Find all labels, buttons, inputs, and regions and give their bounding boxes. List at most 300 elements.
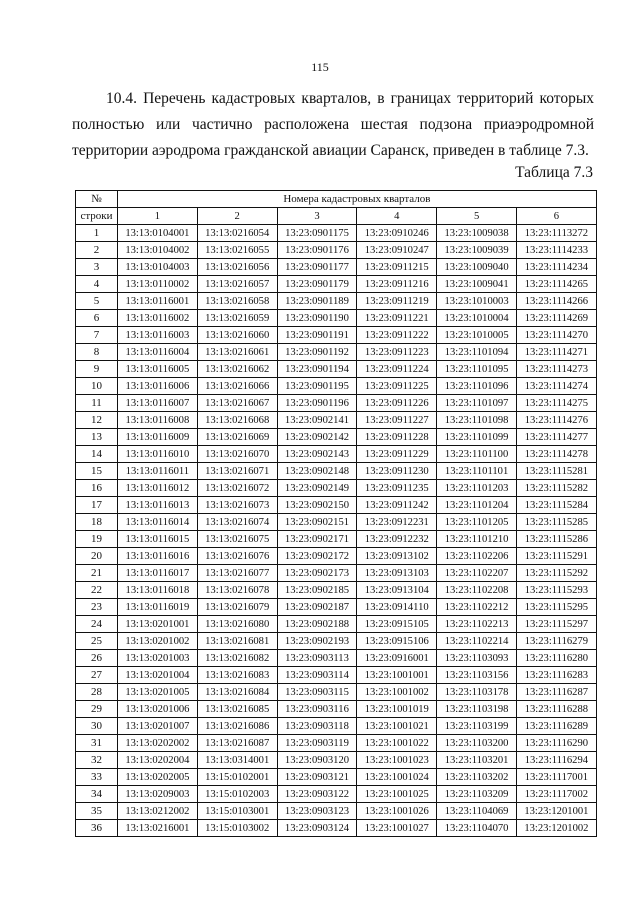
cadastral-number-cell: 13:23:1101097 xyxy=(437,395,517,412)
cadastral-number-cell: 13:23:1103199 xyxy=(437,718,517,735)
cadastral-number-cell: 13:23:0913104 xyxy=(357,582,437,599)
cadastral-number-cell: 13:13:0202004 xyxy=(118,752,198,769)
row-number-cell: 3 xyxy=(76,259,118,276)
cadastral-number-cell: 13:23:1102206 xyxy=(437,548,517,565)
cadastral-number-cell: 13:23:1103200 xyxy=(437,735,517,752)
row-number-cell: 17 xyxy=(76,497,118,514)
cadastral-number-cell: 13:23:0916001 xyxy=(357,650,437,667)
cadastral-number-cell: 13:13:0104002 xyxy=(118,242,198,259)
cadastral-number-cell: 13:23:0914110 xyxy=(357,599,437,616)
cadastral-number-cell: 13:13:0216062 xyxy=(197,361,277,378)
cadastral-number-cell: 13:23:0913102 xyxy=(357,548,437,565)
cadastral-number-cell: 13:23:1009039 xyxy=(437,242,517,259)
cadastral-number-cell: 13:13:0216079 xyxy=(197,599,277,616)
table-row xyxy=(76,531,597,548)
row-number-cell: 34 xyxy=(76,786,118,803)
cadastral-number-cell: 13:23:0903120 xyxy=(277,752,357,769)
cadastral-number-cell: 13:23:1116280 xyxy=(516,650,596,667)
cadastral-number-cell: 13:23:0911228 xyxy=(357,429,437,446)
cadastral-number-cell: 13:23:1001027 xyxy=(357,820,437,837)
table-row xyxy=(76,429,597,446)
table-row xyxy=(76,514,597,531)
cadastral-number-cell: 13:23:1114277 xyxy=(516,429,596,446)
table-row xyxy=(76,327,597,344)
table-column-header-row xyxy=(76,208,597,225)
cadastral-number-cell: 13:23:1114274 xyxy=(516,378,596,395)
cadastral-number-cell: 13:23:0901176 xyxy=(277,242,357,259)
cadastral-number-cell: 13:13:0216083 xyxy=(197,667,277,684)
cadastral-number-cell: 13:23:1117002 xyxy=(516,786,596,803)
row-number-cell: 26 xyxy=(76,650,118,667)
cadastral-number-cell: 13:23:0901192 xyxy=(277,344,357,361)
cadastral-number-cell: 13:13:0216086 xyxy=(197,718,277,735)
cadastral-number-cell: 13:13:0216068 xyxy=(197,412,277,429)
cadastral-number-cell: 13:23:1001024 xyxy=(357,769,437,786)
cadastral-number-cell: 13:23:0911215 xyxy=(357,259,437,276)
cadastral-number-cell: 13:23:1113272 xyxy=(516,225,596,242)
cadastral-number-cell: 13:23:1101205 xyxy=(437,514,517,531)
table-row xyxy=(76,395,597,412)
cadastral-number-cell: 13:23:0911222 xyxy=(357,327,437,344)
cadastral-number-cell: 13:13:0216056 xyxy=(197,259,277,276)
cadastral-number-cell: 13:23:1101099 xyxy=(437,429,517,446)
cadastral-number-cell: 13:13:0202002 xyxy=(118,735,198,752)
table-row xyxy=(76,769,597,786)
table-row xyxy=(76,412,597,429)
cadastral-number-cell: 13:13:0216001 xyxy=(118,820,198,837)
cadastral-number-cell: 13:23:1103156 xyxy=(437,667,517,684)
cadastral-number-cell: 13:13:0216066 xyxy=(197,378,277,395)
row-number-cell: 23 xyxy=(76,599,118,616)
cadastral-number-cell: 13:13:0216073 xyxy=(197,497,277,514)
cadastral-number-cell: 13:23:0911242 xyxy=(357,497,437,514)
cadastral-number-cell: 13:23:0911226 xyxy=(357,395,437,412)
cadastral-number-cell: 13:23:0911235 xyxy=(357,480,437,497)
cadastral-number-cell: 13:23:1101210 xyxy=(437,531,517,548)
cadastral-number-cell: 13:13:0201002 xyxy=(118,633,198,650)
table-row xyxy=(76,752,597,769)
row-number-cell: 21 xyxy=(76,565,118,582)
cadastral-number-cell: 13:23:1001025 xyxy=(357,786,437,803)
cadastral-number-cell: 13:23:1101100 xyxy=(437,446,517,463)
cadastral-number-cell: 13:23:0902193 xyxy=(277,633,357,650)
table-row xyxy=(76,293,597,310)
row-number-cell: 13 xyxy=(76,429,118,446)
cadastral-number-cell: 13:23:1115293 xyxy=(516,582,596,599)
cadastral-number-cell: 13:13:0216077 xyxy=(197,565,277,582)
table-row xyxy=(76,616,597,633)
cadastral-number-cell: 13:13:0116018 xyxy=(118,582,198,599)
row-number-cell: 11 xyxy=(76,395,118,412)
cadastral-number-cell: 13:13:0216074 xyxy=(197,514,277,531)
cadastral-number-cell: 13:23:0901194 xyxy=(277,361,357,378)
table-row xyxy=(76,497,597,514)
cadastral-number-cell: 13:23:1010005 xyxy=(437,327,517,344)
row-number-cell: 2 xyxy=(76,242,118,259)
column-header: 4 xyxy=(357,208,437,225)
cadastral-number-cell: 13:23:1001001 xyxy=(357,667,437,684)
cadastral-number-cell: 13:23:0910246 xyxy=(357,225,437,242)
cadastral-number-cell: 13:23:0915105 xyxy=(357,616,437,633)
cadastral-number-cell: 13:13:0216078 xyxy=(197,582,277,599)
table-row xyxy=(76,378,597,395)
table-row xyxy=(76,599,597,616)
cadastral-number-cell: 13:23:1114233 xyxy=(516,242,596,259)
cadastral-number-cell: 13:23:1102207 xyxy=(437,565,517,582)
cadastral-number-cell: 13:23:1114270 xyxy=(516,327,596,344)
cadastral-number-cell: 13:13:0201004 xyxy=(118,667,198,684)
cadastral-number-cell: 13:13:0116014 xyxy=(118,514,198,531)
cadastral-number-cell: 13:23:1101204 xyxy=(437,497,517,514)
cadastral-number-cell: 13:23:1102213 xyxy=(437,616,517,633)
cadastral-number-cell: 13:23:1103093 xyxy=(437,650,517,667)
row-number-cell: 29 xyxy=(76,701,118,718)
cadastral-number-cell: 13:23:1001023 xyxy=(357,752,437,769)
cadastral-number-cell: 13:23:1117001 xyxy=(516,769,596,786)
cadastral-number-cell: 13:23:0902151 xyxy=(277,514,357,531)
cadastral-number-cell: 13:23:0901190 xyxy=(277,310,357,327)
cadastral-number-cell: 13:23:0915106 xyxy=(357,633,437,650)
row-number-cell: 30 xyxy=(76,718,118,735)
cadastral-number-cell: 13:23:1001026 xyxy=(357,803,437,820)
cadastral-number-cell: 13:23:0902171 xyxy=(277,531,357,548)
cadastral-number-cell: 13:13:0209003 xyxy=(118,786,198,803)
cadastral-number-cell: 13:23:0903113 xyxy=(277,650,357,667)
cadastral-number-cell: 13:23:0903116 xyxy=(277,701,357,718)
cadastral-number-cell: 13:23:1001002 xyxy=(357,684,437,701)
row-number-cell: 24 xyxy=(76,616,118,633)
cadastral-number-cell: 13:13:0216076 xyxy=(197,548,277,565)
table-row xyxy=(76,820,597,837)
cadastral-number-cell: 13:23:1104069 xyxy=(437,803,517,820)
cadastral-number-cell: 13:23:1115282 xyxy=(516,480,596,497)
cadastral-number-cell: 13:23:1114234 xyxy=(516,259,596,276)
cadastral-number-cell: 13:23:1104070 xyxy=(437,820,517,837)
table-row xyxy=(76,701,597,718)
row-number-cell: 10 xyxy=(76,378,118,395)
table-row xyxy=(76,650,597,667)
row-number-cell: 12 xyxy=(76,412,118,429)
cadastral-number-cell: 13:23:0902149 xyxy=(277,480,357,497)
cadastral-number-cell: 13:23:0902188 xyxy=(277,616,357,633)
cadastral-number-cell: 13:13:0216075 xyxy=(197,531,277,548)
row-number-cell: 35 xyxy=(76,803,118,820)
table-row xyxy=(76,565,597,582)
table-row xyxy=(76,684,597,701)
table-row xyxy=(76,582,597,599)
table-row xyxy=(76,480,597,497)
row-number-cell: 16 xyxy=(76,480,118,497)
cadastral-number-cell: 13:23:1001019 xyxy=(357,701,437,718)
cadastral-number-cell: 13:23:1114265 xyxy=(516,276,596,293)
cadastral-number-cell: 13:15:0103001 xyxy=(197,803,277,820)
cadastral-number-cell: 13:23:1115292 xyxy=(516,565,596,582)
table-header-row xyxy=(76,191,597,208)
cadastral-number-cell: 13:23:1114278 xyxy=(516,446,596,463)
cadastral-number-cell: 13:23:0901191 xyxy=(277,327,357,344)
cadastral-number-cell: 13:13:0104003 xyxy=(118,259,198,276)
cadastral-number-cell: 13:13:0216055 xyxy=(197,242,277,259)
cadastral-number-cell: 13:13:0116015 xyxy=(118,531,198,548)
cadastral-number-cell: 13:23:0903118 xyxy=(277,718,357,735)
cadastral-number-cell: 13:23:0902172 xyxy=(277,548,357,565)
cadastral-number-cell: 13:13:0116016 xyxy=(118,548,198,565)
row-number-cell: 25 xyxy=(76,633,118,650)
cadastral-number-cell: 13:13:0201007 xyxy=(118,718,198,735)
cadastral-number-cell: 13:23:0911216 xyxy=(357,276,437,293)
row-number-cell: 33 xyxy=(76,769,118,786)
cadastral-number-cell: 13:13:0216057 xyxy=(197,276,277,293)
cadastral-number-cell: 13:13:0116002 xyxy=(118,310,198,327)
row-number-cell: 1 xyxy=(76,225,118,242)
cadastral-number-cell: 13:23:1115285 xyxy=(516,514,596,531)
cadastral-number-cell: 13:23:1102208 xyxy=(437,582,517,599)
cadastral-number-cell: 13:13:0216067 xyxy=(197,395,277,412)
cadastral-number-cell: 13:13:0216061 xyxy=(197,344,277,361)
cadastral-number-cell: 13:13:0116001 xyxy=(118,293,198,310)
cadastral-number-cell: 13:23:1114273 xyxy=(516,361,596,378)
row-number-cell: 32 xyxy=(76,752,118,769)
cadastral-number-cell: 13:13:0104001 xyxy=(118,225,198,242)
cadastral-number-cell: 13:23:1102214 xyxy=(437,633,517,650)
cadastral-number-cell: 13:23:1009041 xyxy=(437,276,517,293)
cadastral-number-cell: 13:13:0116004 xyxy=(118,344,198,361)
cadastral-number-cell: 13:23:1116294 xyxy=(516,752,596,769)
cadastral-number-cell: 13:23:0911225 xyxy=(357,378,437,395)
cadastral-number-cell: 13:13:0216084 xyxy=(197,684,277,701)
cadastral-number-cell: 13:13:0116019 xyxy=(118,599,198,616)
cadastral-number-cell: 13:13:0116017 xyxy=(118,565,198,582)
cadastral-number-cell: 13:13:0116006 xyxy=(118,378,198,395)
cadastral-number-cell: 13:23:1103198 xyxy=(437,701,517,718)
column-header: 2 xyxy=(197,208,277,225)
table-row xyxy=(76,463,597,480)
cadastral-number-cell: 13:23:0901196 xyxy=(277,395,357,412)
cadastral-number-cell: 13:23:0903123 xyxy=(277,803,357,820)
cadastral-number-cell: 13:23:1103178 xyxy=(437,684,517,701)
row-number-cell: 28 xyxy=(76,684,118,701)
cadastral-number-cell: 13:23:1116290 xyxy=(516,735,596,752)
row-number-cell: 7 xyxy=(76,327,118,344)
cadastral-number-cell: 13:13:0216058 xyxy=(197,293,277,310)
row-number-cell: 20 xyxy=(76,548,118,565)
cadastral-number-cell: 13:23:0911227 xyxy=(357,412,437,429)
page-number: 115 xyxy=(311,60,329,74)
cadastral-number-cell: 13:23:1114266 xyxy=(516,293,596,310)
cadastral-number-cell: 13:23:1114276 xyxy=(516,412,596,429)
cadastral-number-cell: 13:23:1114269 xyxy=(516,310,596,327)
cadastral-number-cell: 13:23:1115286 xyxy=(516,531,596,548)
cadastral-number-cell: 13:23:0911230 xyxy=(357,463,437,480)
table-caption: Таблица 7.3 xyxy=(515,164,593,181)
table-row xyxy=(76,548,597,565)
cadastral-number-cell: 13:23:1115281 xyxy=(516,463,596,480)
column-header: 6 xyxy=(516,208,596,225)
cadastral-number-cell: 13:13:0116009 xyxy=(118,429,198,446)
row-number-cell: 31 xyxy=(76,735,118,752)
table-row xyxy=(76,446,597,463)
cadastral-number-cell: 13:23:1115291 xyxy=(516,548,596,565)
column-header: 5 xyxy=(437,208,517,225)
cadastral-number-cell: 13:23:0902141 xyxy=(277,412,357,429)
cadastral-number-cell: 13:13:0116007 xyxy=(118,395,198,412)
table-row xyxy=(76,225,597,242)
row-number-cell: 15 xyxy=(76,463,118,480)
row-number-header-bottom: строки xyxy=(76,208,118,225)
table-row xyxy=(76,361,597,378)
table-row xyxy=(76,344,597,361)
cadastral-number-cell: 13:23:1102212 xyxy=(437,599,517,616)
cadastral-number-cell: 13:13:0216070 xyxy=(197,446,277,463)
cadastral-number-cell: 13:13:0216072 xyxy=(197,480,277,497)
cadastral-number-cell: 13:15:0102001 xyxy=(197,769,277,786)
cadastral-number-cell: 13:13:0314001 xyxy=(197,752,277,769)
row-number-cell: 5 xyxy=(76,293,118,310)
cadastral-number-cell: 13:23:1103209 xyxy=(437,786,517,803)
cadastral-number-cell: 13:23:0901195 xyxy=(277,378,357,395)
cadastral-number-cell: 13:23:0903121 xyxy=(277,769,357,786)
cadastral-number-cell: 13:13:0116003 xyxy=(118,327,198,344)
cadastral-number-cell: 13:23:0913103 xyxy=(357,565,437,582)
cadastral-number-cell: 13:13:0201003 xyxy=(118,650,198,667)
row-number-cell: 4 xyxy=(76,276,118,293)
cadastral-number-cell: 13:23:0902185 xyxy=(277,582,357,599)
cadastral-number-cell: 13:13:0216071 xyxy=(197,463,277,480)
table-row xyxy=(76,242,597,259)
cadastral-number-cell: 13:23:1201002 xyxy=(516,820,596,837)
cadastral-number-cell: 13:23:1103202 xyxy=(437,769,517,786)
cadastral-number-cell: 13:15:0103002 xyxy=(197,820,277,837)
cadastral-number-cell: 13:23:0902143 xyxy=(277,446,357,463)
cadastral-number-cell: 13:23:1101098 xyxy=(437,412,517,429)
row-number-cell: 27 xyxy=(76,667,118,684)
cadastral-number-cell: 13:13:0216060 xyxy=(197,327,277,344)
cadastral-number-cell: 13:23:1115297 xyxy=(516,616,596,633)
cadastral-number-cell: 13:13:0116008 xyxy=(118,412,198,429)
table-body xyxy=(76,225,597,837)
row-number-cell: 19 xyxy=(76,531,118,548)
cadastral-number-cell: 13:23:1115295 xyxy=(516,599,596,616)
table-row xyxy=(76,259,597,276)
row-number-cell: 36 xyxy=(76,820,118,837)
row-number-header-top: № xyxy=(76,191,118,208)
cadastral-number-cell: 13:23:1001021 xyxy=(357,718,437,735)
cadastral-number-cell: 13:13:0116011 xyxy=(118,463,198,480)
cadastral-number-cell: 13:13:0201005 xyxy=(118,684,198,701)
cadastral-number-cell: 13:23:0902148 xyxy=(277,463,357,480)
table-row xyxy=(76,667,597,684)
cadastral-quarters-table xyxy=(75,190,597,837)
cadastral-number-cell: 13:23:0902187 xyxy=(277,599,357,616)
cadastral-number-cell: 13:13:0116010 xyxy=(118,446,198,463)
cadastral-number-cell: 13:23:1010003 xyxy=(437,293,517,310)
cadastral-number-cell: 13:23:1116279 xyxy=(516,633,596,650)
column-header: 1 xyxy=(118,208,198,225)
cadastral-number-cell: 13:23:0901189 xyxy=(277,293,357,310)
cadastral-number-cell: 13:23:1010004 xyxy=(437,310,517,327)
cadastral-number-cell: 13:23:0911224 xyxy=(357,361,437,378)
row-number-cell: 8 xyxy=(76,344,118,361)
cadastral-number-cell: 13:23:0903124 xyxy=(277,820,357,837)
cadastral-number-cell: 13:13:0212002 xyxy=(118,803,198,820)
cadastral-number-cell: 13:13:0216069 xyxy=(197,429,277,446)
table-row xyxy=(76,276,597,293)
cadastral-number-cell: 13:23:1114275 xyxy=(516,395,596,412)
cadastral-number-cell: 13:13:0116013 xyxy=(118,497,198,514)
cadastral-number-cell: 13:23:0912232 xyxy=(357,531,437,548)
cadastral-number-cell: 13:13:0216081 xyxy=(197,633,277,650)
cadastral-number-cell: 13:23:0903115 xyxy=(277,684,357,701)
cadastral-number-cell: 13:23:1103201 xyxy=(437,752,517,769)
cadastral-number-cell: 13:23:1116283 xyxy=(516,667,596,684)
cadastral-number-cell: 13:23:1009040 xyxy=(437,259,517,276)
body-paragraph: 10.4. Перечень кадастровых кварталов, в границах территорий которых полностью или частично расположена шестая подзона приаэродромной территории аэродрома гражданской авиации Саранск, приведен в таблице 7.3. xyxy=(72,90,594,159)
cadastral-number-cell: 13:23:1116289 xyxy=(516,718,596,735)
row-number-cell: 6 xyxy=(76,310,118,327)
cadastral-table-container xyxy=(75,190,596,837)
table-row xyxy=(76,803,597,820)
cadastral-number-cell: 13:23:1116287 xyxy=(516,684,596,701)
cadastral-number-cell: 13:13:0201001 xyxy=(118,616,198,633)
cadastral-number-cell: 13:13:0110002 xyxy=(118,276,198,293)
cadastral-number-cell: 13:23:1009038 xyxy=(437,225,517,242)
cadastral-number-cell: 13:23:0901179 xyxy=(277,276,357,293)
cadastral-number-cell: 13:13:0216085 xyxy=(197,701,277,718)
cadastral-number-cell: 13:23:0912231 xyxy=(357,514,437,531)
column-header: 3 xyxy=(277,208,357,225)
row-number-cell: 9 xyxy=(76,361,118,378)
cadastral-number-cell: 13:13:0201006 xyxy=(118,701,198,718)
cadastral-number-cell: 13:23:1101094 xyxy=(437,344,517,361)
row-number-cell: 18 xyxy=(76,514,118,531)
cadastral-number-cell: 13:13:0116012 xyxy=(118,480,198,497)
cadastral-number-cell: 13:23:0911219 xyxy=(357,293,437,310)
cadastral-number-cell: 13:23:0903122 xyxy=(277,786,357,803)
table-row xyxy=(76,310,597,327)
cadastral-number-cell: 13:23:0902142 xyxy=(277,429,357,446)
cadastral-number-cell: 13:23:0901177 xyxy=(277,259,357,276)
table-row xyxy=(76,718,597,735)
cadastral-number-cell: 13:23:0901175 xyxy=(277,225,357,242)
row-number-cell: 14 xyxy=(76,446,118,463)
cadastral-number-cell: 13:23:0911221 xyxy=(357,310,437,327)
cadastral-number-cell: 13:23:1101095 xyxy=(437,361,517,378)
cadastral-number-cell: 13:23:1115284 xyxy=(516,497,596,514)
cadastral-number-cell: 13:15:0102003 xyxy=(197,786,277,803)
group-header: Номера кадастровых кварталов xyxy=(118,191,597,208)
cadastral-number-cell: 13:23:0911223 xyxy=(357,344,437,361)
cadastral-number-cell: 13:13:0216080 xyxy=(197,616,277,633)
cadastral-number-cell: 13:23:0902173 xyxy=(277,565,357,582)
cadastral-number-cell: 13:23:1114271 xyxy=(516,344,596,361)
cadastral-number-cell: 13:13:0216054 xyxy=(197,225,277,242)
cadastral-number-cell: 13:23:1201001 xyxy=(516,803,596,820)
cadastral-number-cell: 13:23:1116288 xyxy=(516,701,596,718)
table-row xyxy=(76,735,597,752)
cadastral-number-cell: 13:23:0903114 xyxy=(277,667,357,684)
table-row xyxy=(76,786,597,803)
cadastral-number-cell: 13:23:1001022 xyxy=(357,735,437,752)
row-number-cell: 22 xyxy=(76,582,118,599)
cadastral-number-cell: 13:23:1101101 xyxy=(437,463,517,480)
cadastral-number-cell: 13:13:0202005 xyxy=(118,769,198,786)
cadastral-number-cell: 13:23:1101203 xyxy=(437,480,517,497)
cadastral-number-cell: 13:23:0903119 xyxy=(277,735,357,752)
cadastral-number-cell: 13:13:0216087 xyxy=(197,735,277,752)
cadastral-number-cell: 13:13:0116005 xyxy=(118,361,198,378)
table-row xyxy=(76,633,597,650)
cadastral-number-cell: 13:13:0216059 xyxy=(197,310,277,327)
